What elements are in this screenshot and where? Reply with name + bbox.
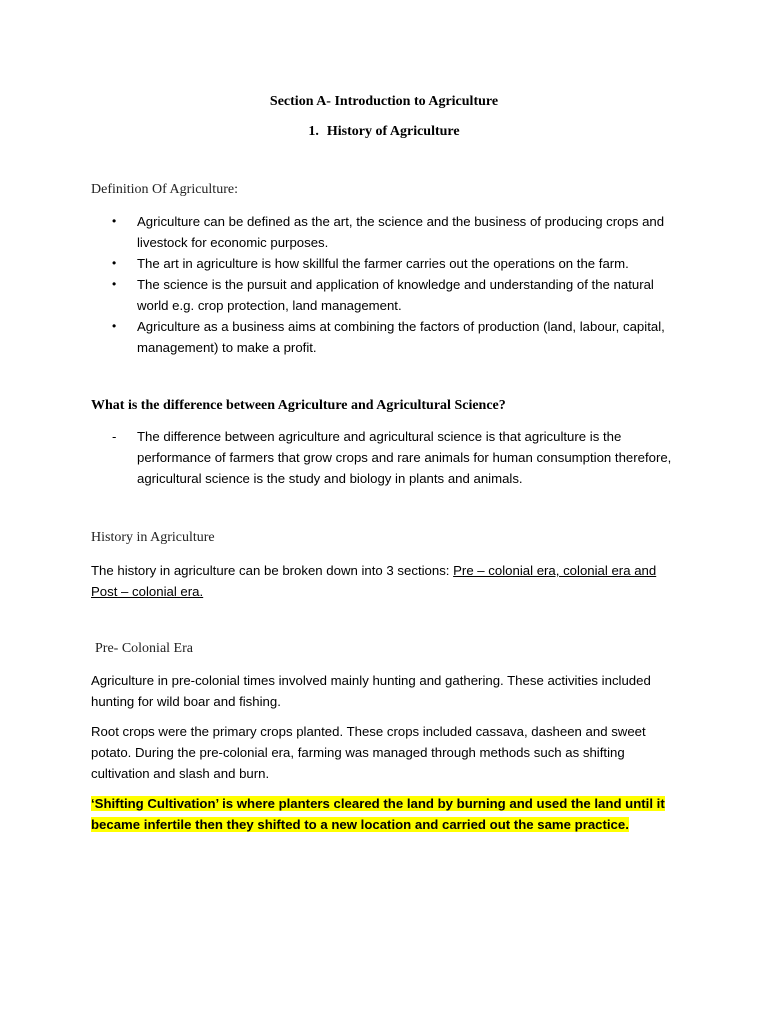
history-intro-text: The history in agriculture can be broken down into 3 sections: — [91, 563, 454, 578]
subtitle-number: 1. — [308, 124, 319, 139]
subtitle — [0, 124, 768, 140]
list-item-text: The science is the pursuit and application of knowledge and understanding of the natural world e.g. crop protection, land management. — [137, 277, 654, 313]
question-heading: What is the difference between Agriculture and Agricultural Science? — [91, 398, 506, 413]
precolonial-paragraph-2: Root crops were the primary crops planted. These crops included cassava, dasheen and sweet potato. During the pre-colonial era, farming was managed through methods such as shifting cultivation and slash and burn. — [91, 724, 646, 781]
shifting-cultivation-definition — [91, 793, 671, 835]
history-intro-paragraph — [91, 560, 671, 602]
difference-answer — [112, 426, 672, 489]
history-sections-text: Pre – colonial era, colonial era and Post – colonial era. — [91, 563, 657, 599]
definition-heading: Definition Of Agriculture: — [91, 182, 238, 197]
highlighted-text: ‘Shifting Cultivation’ is where planters cleared the land by burning and used the land until it became infertile then they shifted to a new location and carried out the same practice. — [91, 796, 665, 832]
list-item-text: Agriculture can be defined as the art, the science and the business of producing crops and livestock for economic purposes. — [137, 214, 665, 250]
definition-list — [112, 211, 672, 358]
bullet-icon: • — [112, 277, 117, 291]
list-item — [112, 211, 672, 253]
subtitle-text: History of Agriculture — [326, 124, 460, 139]
section-title: Section A- Introduction to Agriculture — [269, 94, 499, 109]
list-item — [112, 253, 672, 274]
difference-answer-text: The difference between agriculture and agricultural science is that agriculture is the performance of farmers that grow crops and rare animals for human consumption therefore, agricultural science is the study and biology in plants and animals. — [137, 429, 672, 486]
bullet-icon: • — [112, 256, 117, 270]
list-item-text: The art in agriculture is how skillful the farmer carries out the operations on the farm. — [137, 256, 629, 271]
list-item — [112, 316, 672, 358]
dash-mark: - — [112, 429, 117, 444]
list-item-text: Agriculture as a business aims at combining the factors of production (land, labour, capital, management) to make a profit. — [137, 319, 665, 355]
bullet-icon: • — [112, 214, 117, 228]
bullet-icon: • — [112, 319, 117, 333]
precolonial-heading: Pre- Colonial Era — [95, 641, 193, 656]
precolonial-paragraph-1: Agriculture in pre-colonial times involved mainly hunting and gathering. These activities included hunting for wild boar and fishing. — [91, 673, 651, 709]
list-item — [112, 274, 672, 316]
history-heading: History in Agriculture — [91, 530, 215, 545]
